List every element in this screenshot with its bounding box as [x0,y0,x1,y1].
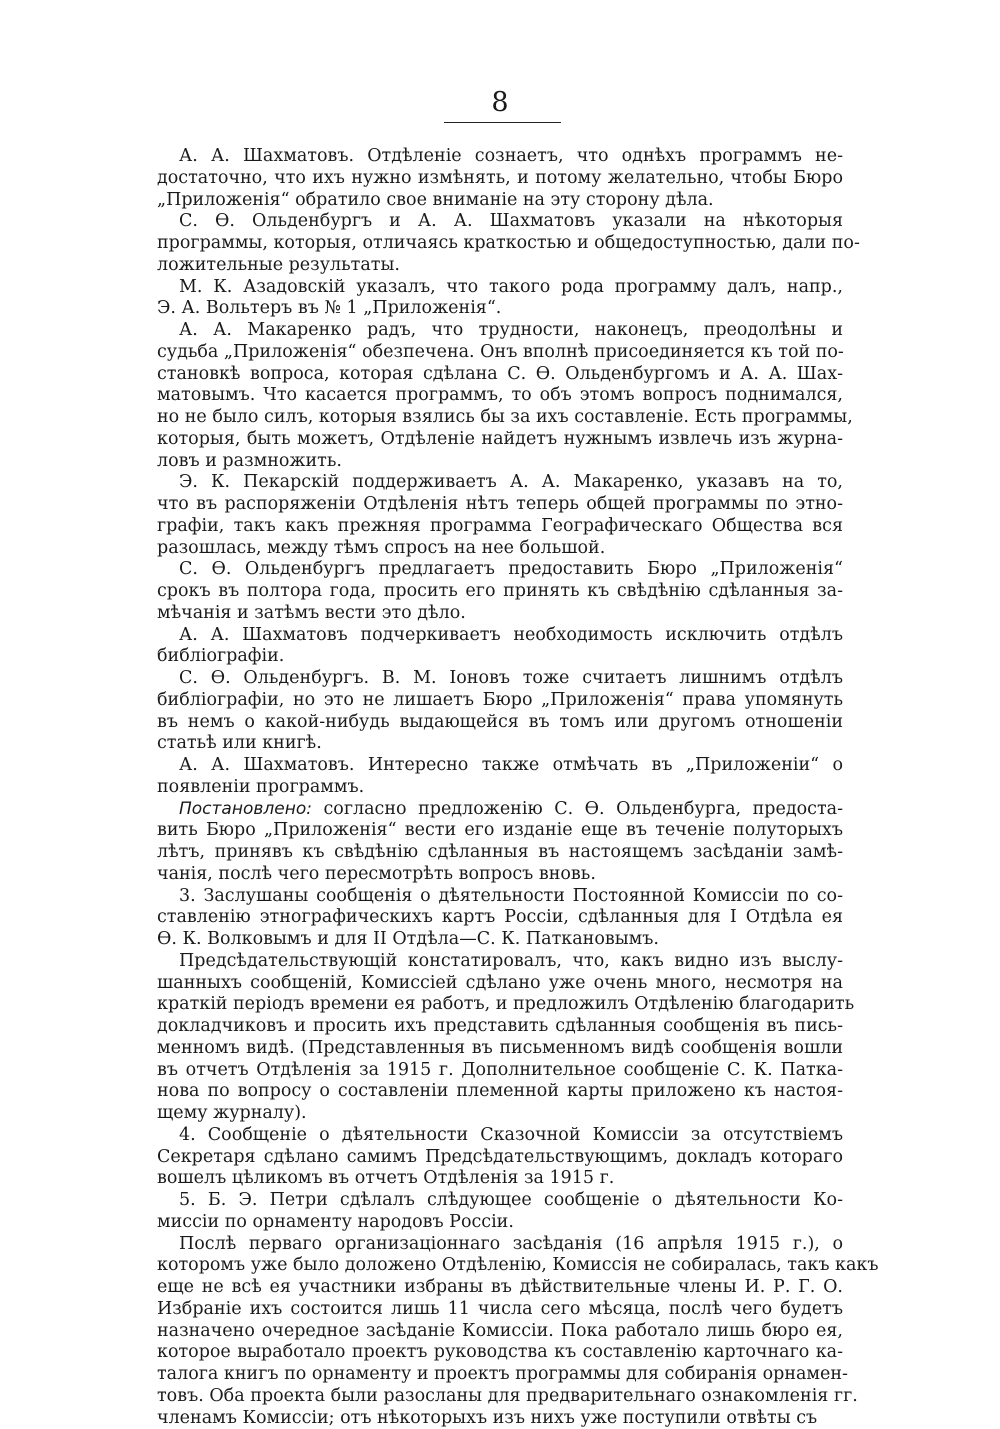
text-line: Послѣ перваго организаціоннаго засѣданія (16 апрѣля 1915 г.), о [157,1234,843,1256]
text-line: ложительные результаты. [157,255,843,277]
text-line: краткій періодъ времени ея работъ, и предложилъ Отдѣленію благодарить [157,994,843,1016]
text-line: С. Ѳ. Ольденбургъ. В. М. Іоновъ тоже считаетъ лишнимъ отдѣлъ [157,668,843,690]
text-line: графіи, такъ какъ прежняя программа Географическаго Общества вся [157,516,843,538]
text-line: менномъ видѣ. (Представленныя въ письменномъ видѣ сообщенія вошли [157,1038,843,1060]
text-line: въ отчетъ Отдѣленія за 1915 г. Дополнительное сообщеніе С. К. Патка- [157,1060,843,1082]
paragraph [157,1190,843,1234]
page-number: 8 [0,86,1000,120]
text-line: матовымъ. Что касается программъ, то объ этомъ вопросъ поднимался, [157,385,843,407]
text-line: 3. Заслушаны сообщенія о дѣятельности Постоянной Комиссіи по со- [157,886,843,908]
text-line: Ѳ. К. Волковымъ и для II Отдѣла—С. К. Паткановымъ. [157,929,843,951]
text-line: талога книгъ по орнаменту и проектъ программы для собиранія орнамен- [157,1364,843,1386]
paragraph [157,472,843,559]
text-line: товъ. Оба проекта были разосланы для предварительнаго ознакомленія гг. [157,1386,843,1408]
text-line: достаточно, что ихъ нужно измѣнять, и потому желательно, чтобы Бюро [157,168,843,190]
text-line: мѣчанія и затѣмъ вести это дѣло. [157,603,843,625]
text-line: программы, которыя, отличаясь краткостью и общедоступностью, дали по- [157,233,843,255]
text-line: шанныхъ сообщеній, Комиссіей сдѣлано уже очень много, несмотря на [157,973,843,995]
paragraph [157,755,843,799]
text-line: миссіи по орнаменту народовъ Россіи. [157,1212,843,1234]
body-text [157,146,843,1429]
text-line: судьба „Приложенія“ обезпечена. Онъ вполнѣ присоединяется къ той по- [157,342,843,364]
text-line: нова по вопросу о составленіи племенной карты приложено къ настоя- [157,1081,843,1103]
text-line: еще не всѣ ея участники избраны въ дѣйствительные члены И. Р. Г. О. [157,1277,843,1299]
text-line: вошелъ цѣликомъ въ отчетъ Отдѣленія за 1915 г. [157,1168,843,1190]
text-line: но не было силъ, которыя взялись бы за ихъ составленіе. Есть программы, [157,407,843,429]
text-line: что въ распоряженіи Отдѣленія нѣтъ теперь общей программы по этно- [157,494,843,516]
text-line: становкѣ вопроса, которая сдѣлана С. Ѳ. Ольденбургомъ и А. А. Шах- [157,364,843,386]
paragraph [157,886,843,951]
text-line: назначено очередное засѣданіе Комиссіи. Пока работало лишь бюро ея, [157,1321,843,1343]
text-line: А. А. Шахматовъ подчеркиваетъ необходимость исключить отдѣлъ [157,625,843,647]
text-line: М. К. Азадовскій указалъ, что такого рода программу далъ, напр., [157,277,843,299]
text-line: разошлась, между тѣмъ спросъ на нее большой. [157,538,843,560]
text-line: докладчиковъ и просить ихъ представить сдѣланныя сообщенія въ пись- [157,1016,843,1038]
text-line: библіографіи. [157,646,843,668]
text-line: Э. А. Вольтеръ въ № 1 „Приложенія“. [157,298,843,320]
text-line: 4. Сообщеніе о дѣятельности Сказочной Комиссіи за отсутствіемъ [157,1125,843,1147]
paragraph [157,211,843,276]
paragraph [157,320,843,472]
paragraph [157,1125,843,1190]
text-line: Э. К. Пекарскій поддерживаетъ А. А. Макаренко, указавъ на то, [157,472,843,494]
text-line: которыя, быть можетъ, Отдѣленіе найдетъ нужнымъ извлечь изъ журна- [157,429,843,451]
text-line: въ немъ о какой-нибудь выдающейся въ томъ или другомъ отношеніи [157,712,843,734]
text-line: появленіи программъ. [157,777,843,799]
text-line: Секретаря сдѣлано самимъ Предсѣдательствующимъ, докладъ котораго [157,1147,843,1169]
text-line: которое выработало проектъ руководства къ составленію карточнаго ка- [157,1342,843,1364]
text-line: А. А. Шахматовъ. Интересно также отмѣчать въ „Приложеніи“ о [157,755,843,777]
paragraph [157,799,843,886]
text-line: С. Ѳ. Ольденбургъ предлагаетъ предоставить Бюро „Приложенія“ [157,559,843,581]
text-line: Предсѣдательствующій констатировалъ, что, какъ видно изъ выслу- [157,951,843,973]
text-line: членамъ Комиссіи; отъ нѣкоторыхъ изъ нихъ уже поступили отвѣты съ [157,1408,843,1429]
text-line: щему журналу). [157,1103,843,1125]
text-line: вить Бюро „Приложенія“ вести его изданіе еще въ теченіе полуторыхъ [157,820,843,842]
text-line: 5. Б. Э. Петри сдѣлалъ слѣдующее сообщеніе о дѣятельности Ко- [157,1190,843,1212]
text-line: статьѣ или книгѣ. [157,733,843,755]
paragraph [157,1234,843,1429]
paragraph [157,951,843,1125]
text-line: лѣтъ, принявъ къ свѣдѣнію сдѣланныя въ настоящемъ засѣданіи замѣ- [157,842,843,864]
text-line: которомъ уже было доложено Отдѣленію, Комиссія не собиралась, такъ какъ [157,1255,843,1277]
text-line: Избраніе ихъ состоится лишь 11 числа сего мѣсяца, послѣ чего будетъ [157,1299,843,1321]
text-line: срокъ въ полтора года, просить его принять къ свѣдѣнію сдѣланныя за- [157,581,843,603]
resolution-label: Постановлено: [179,799,312,819]
text-line: „Приложенія“ обратило свое вниманіе на эту сторону дѣла. [157,190,843,212]
paragraph [157,559,843,624]
text-line: Постановлено: согласно предложенію С. Ѳ. Ольденбурга, предоста- [157,799,843,821]
header-rule [444,122,561,123]
text-line: библіографіи, но это не лишаетъ Бюро „Приложенія“ права упомянуть [157,690,843,712]
paragraph [157,625,843,669]
text-line: С. Ѳ. Ольденбургъ и А. А. Шахматовъ указали на нѣкоторыя [157,211,843,233]
paragraph [157,146,843,211]
text-line: ставленію этнографическихъ картъ Россіи, сдѣланныя для I Отдѣла ея [157,907,843,929]
text-line: ловъ и размножить. [157,451,843,473]
text-line: чанія, послѣ чего пересмотрѣть вопросъ вновь. [157,864,843,886]
paragraph [157,277,843,321]
paragraph [157,668,843,755]
text-line: А. А. Шахматовъ. Отдѣленіе сознаетъ, что однѣхъ программъ не- [157,146,843,168]
text-line: А. А. Макаренко радъ, что трудности, наконецъ, преодолѣны и [157,320,843,342]
